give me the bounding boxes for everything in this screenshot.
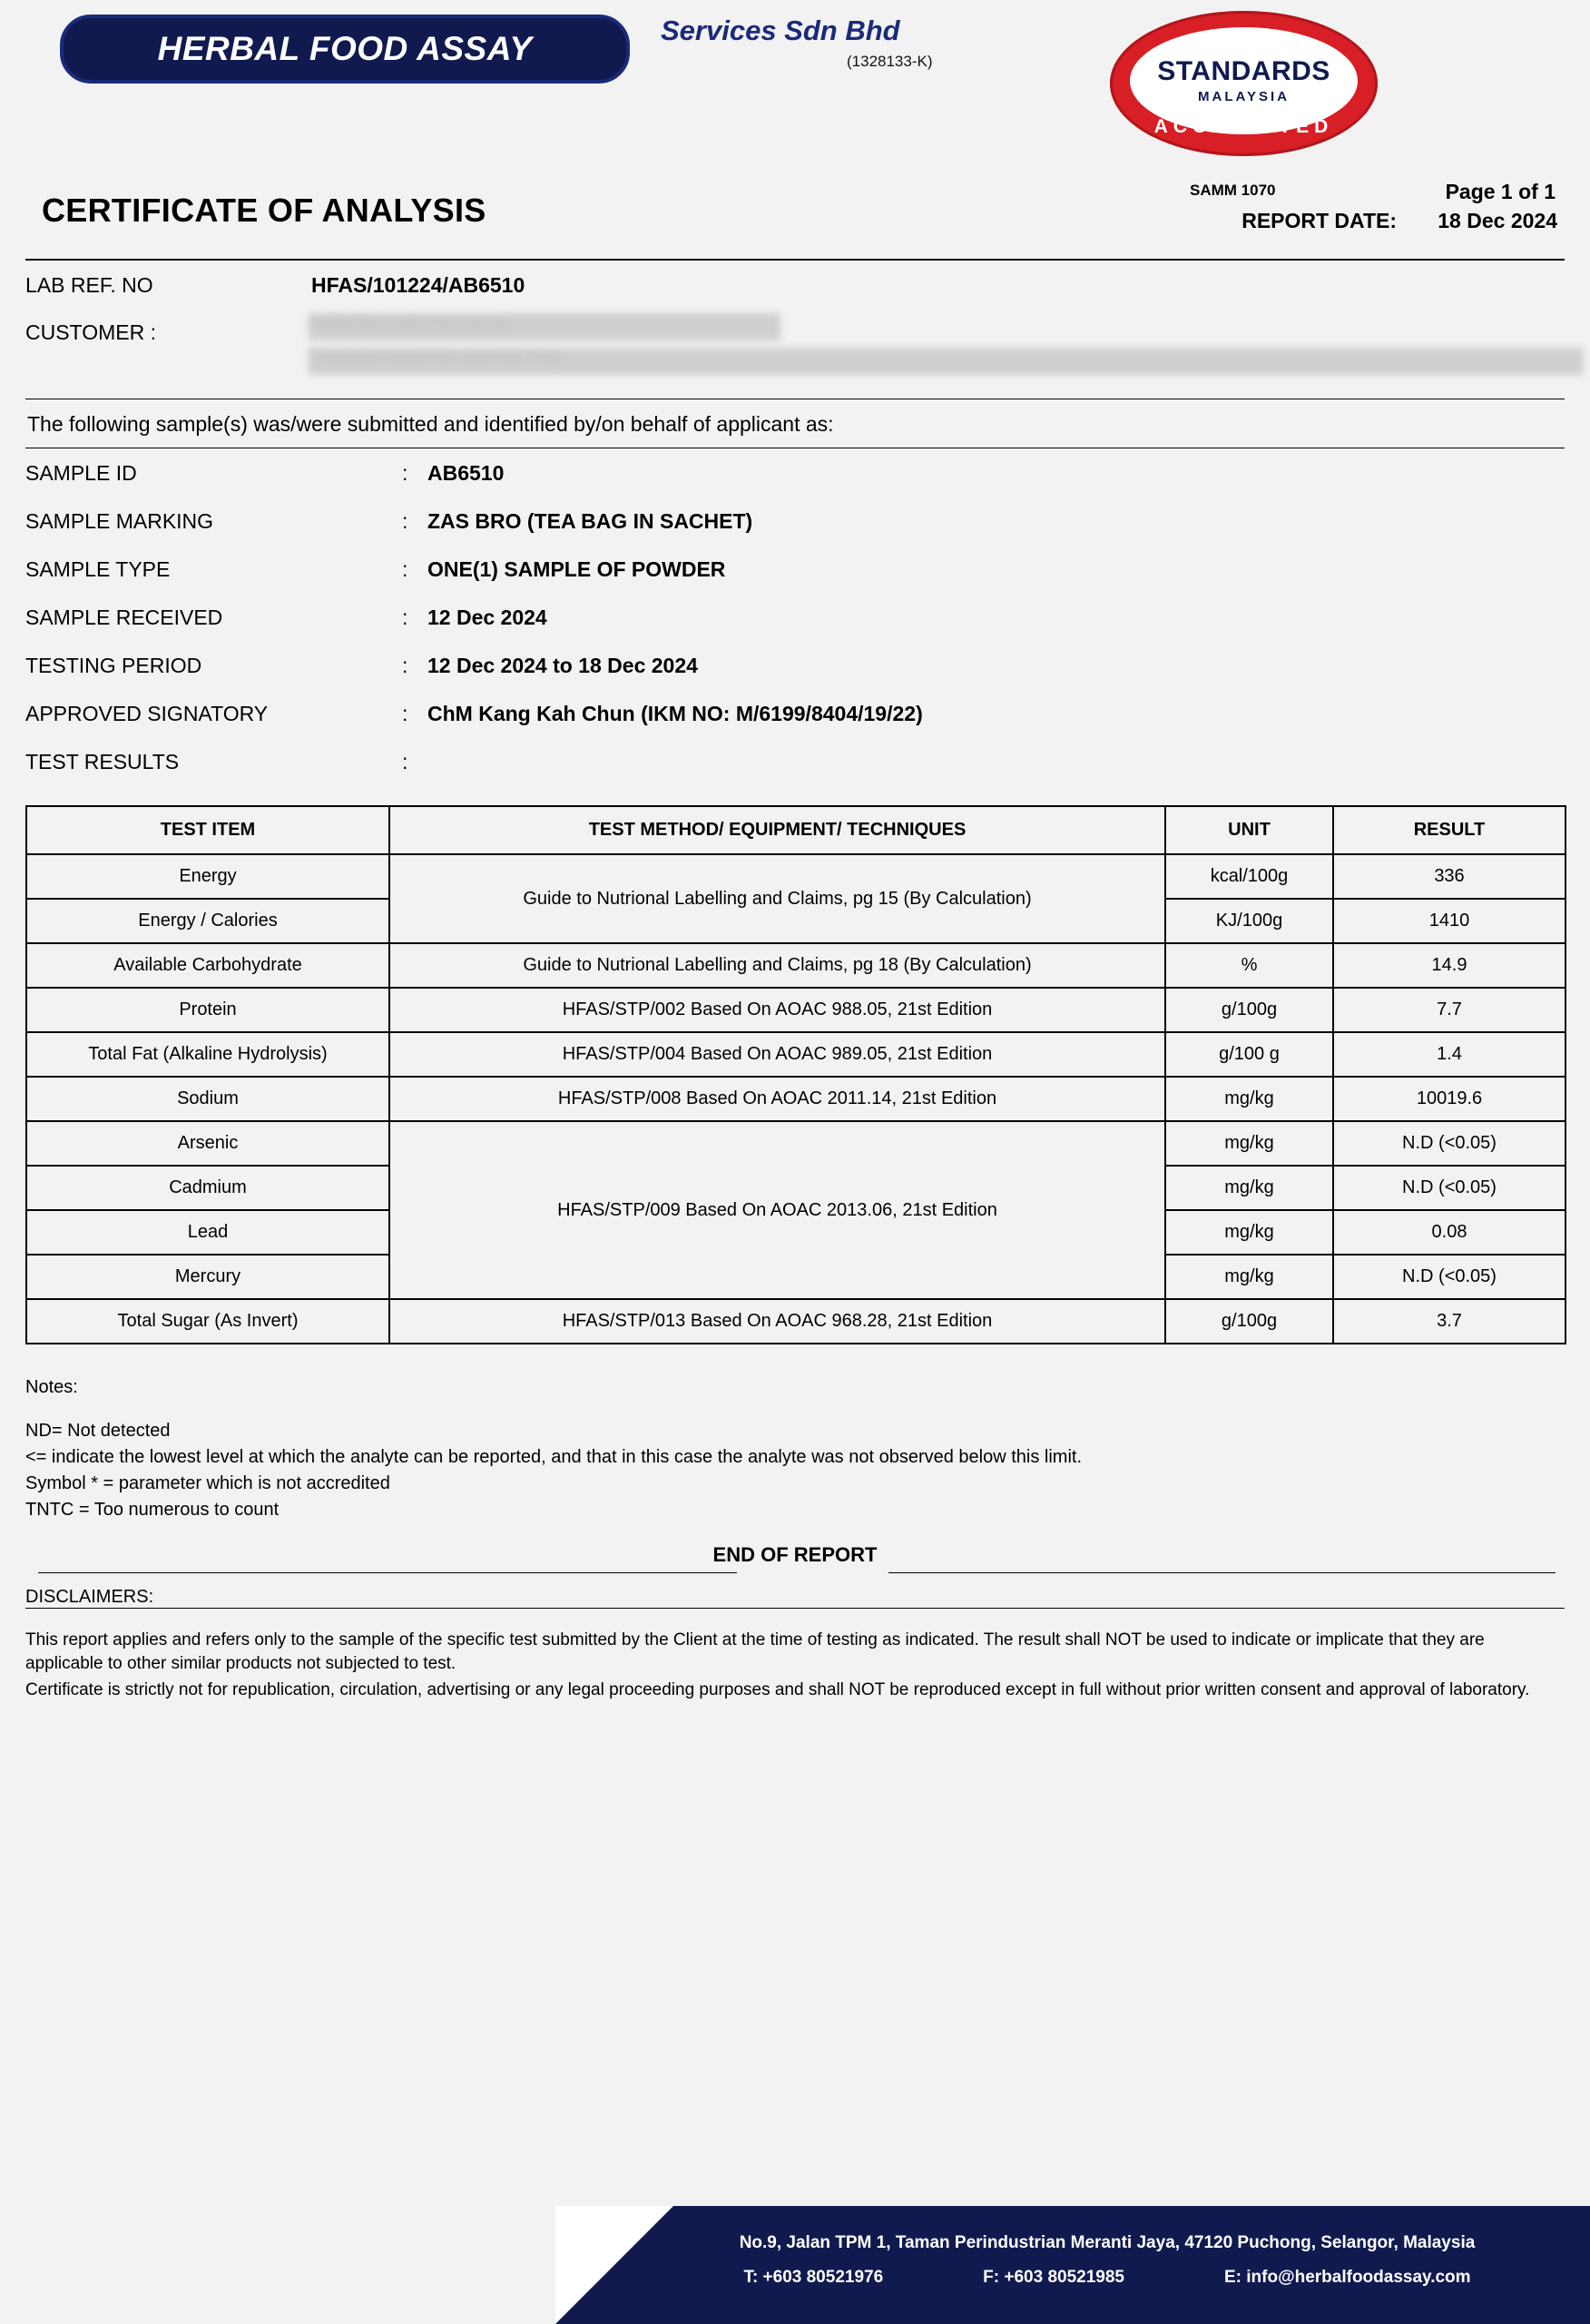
signature-lines <box>25 1552 1565 1563</box>
customer-address-redacted: [redacted customer address line] <box>309 348 1584 375</box>
cell-test-method: HFAS/STP/002 Based On AOAC 988.05, 21st Edition <box>389 988 1165 1032</box>
table-row <box>26 943 1565 988</box>
company-registration-number: (1328133-K) <box>847 53 933 70</box>
footer-email: E: info@herbalfoodassay.com <box>1223 2268 1471 2287</box>
cell-result: 1410 <box>1333 899 1565 943</box>
field-colon: : <box>402 654 408 677</box>
signature-line-right <box>888 1572 1556 1573</box>
field-label: SAMPLE ID <box>25 461 137 485</box>
cell-test-item: Total Sugar (As Invert) <box>26 1299 389 1344</box>
cell-result: 10019.6 <box>1333 1077 1565 1121</box>
notes-line-asterisk: Symbol * = parameter which is not accredited <box>25 1473 390 1493</box>
cell-test-method: HFAS/STP/004 Based On AOAC 989.05, 21st Edition <box>389 1032 1165 1077</box>
field-value: 12 Dec 2024 <box>427 606 547 629</box>
cell-test-method: HFAS/STP/013 Based On AOAC 968.28, 21st Edition <box>389 1299 1165 1344</box>
field-label: TEST RESULTS <box>25 750 180 773</box>
table-header-row <box>26 806 1565 854</box>
table-row <box>26 1299 1565 1344</box>
footer-fax: F: +603 80521985 <box>983 2268 1124 2287</box>
cell-test-item: Arsenic <box>26 1121 389 1166</box>
title-row <box>25 177 1565 253</box>
samm-number: SAMM 1070 <box>1190 182 1276 199</box>
cell-unit: mg/kg <box>1165 1166 1333 1210</box>
field-approved-signatory <box>25 702 1565 750</box>
cell-result: 14.9 <box>1333 943 1565 988</box>
cell-test-item: Cadmium <box>26 1166 389 1210</box>
field-sample-marking <box>25 509 1565 557</box>
company-logo-badge <box>60 15 630 84</box>
signature-line-left <box>38 1572 737 1573</box>
cell-test-item: Available Carbohydrate <box>26 943 389 988</box>
cell-test-item: Total Fat (Alkaline Hydrolysis) <box>26 1032 389 1077</box>
field-test-results <box>25 750 1565 798</box>
company-logo-text: HERBAL FOOD ASSAY <box>157 30 533 67</box>
col-test-method: TEST METHOD/ EQUIPMENT/ TECHNIQUES <box>389 806 1165 854</box>
lab-ref-value: HFAS/101224/AB6510 <box>311 273 525 297</box>
cell-unit: mg/kg <box>1165 1121 1333 1166</box>
field-value: ChM Kang Kah Chun (IKM NO: M/6199/8404/19/22) <box>427 702 923 725</box>
field-colon: : <box>402 509 408 533</box>
field-value: AB6510 <box>427 461 505 485</box>
field-colon: : <box>402 750 408 773</box>
cell-result: N.D (<0.05) <box>1333 1166 1565 1210</box>
field-label: SAMPLE MARKING <box>25 509 214 533</box>
cell-test-item: Lead <box>26 1210 389 1255</box>
lab-ref-label: LAB REF. NO <box>25 273 153 297</box>
cell-result: 7.7 <box>1333 988 1565 1032</box>
cell-result: 3.7 <box>1333 1299 1565 1344</box>
seal-accredited-text: ACCREDITED <box>1153 116 1334 137</box>
cell-unit: mg/kg <box>1165 1210 1333 1255</box>
field-label: SAMPLE RECEIVED <box>25 606 223 629</box>
cell-test-method: HFAS/STP/009 Based On AOAC 2013.06, 21st Edition <box>389 1121 1165 1299</box>
customer-name-redacted: [redacted customer name] <box>309 313 780 340</box>
cell-unit: % <box>1165 943 1333 988</box>
table-row <box>26 1032 1565 1077</box>
field-label: TESTING PERIOD <box>25 654 202 677</box>
customer-label: CUSTOMER : <box>25 320 156 344</box>
disclaimer-paragraph-1: This report applies and refers only to the sample of the specific test submitted by the Client at the time of testing as indicated. The result shall NOT be used to indicate or implicate that they are applicable to other similar products not subjected to test. <box>25 1630 1485 1673</box>
footer-contacts <box>635 2268 1579 2288</box>
field-colon: : <box>402 461 408 485</box>
page-title: CERTIFICATE OF ANALYSIS <box>42 192 486 229</box>
field-testing-period <box>25 654 1565 702</box>
report-date-label: REPORT DATE: <box>1242 209 1397 232</box>
cell-result: N.D (<0.05) <box>1333 1255 1565 1299</box>
disclaimers-body <box>25 1629 1565 1702</box>
field-colon: : <box>402 606 408 629</box>
report-date-value: 18 Dec 2024 <box>1438 209 1557 232</box>
accreditation-seal-icon <box>1087 7 1400 171</box>
seal-country-text: MALAYSIA <box>1198 88 1290 104</box>
divider-disclaimers <box>25 1608 1565 1609</box>
notes-line-tntc: TNTC = Too numerous to count <box>25 1500 280 1520</box>
field-sample-id <box>25 461 1565 509</box>
field-value: 12 Dec 2024 to 18 Dec 2024 <box>427 654 698 677</box>
footer-address: No.9, Jalan TPM 1, Taman Perindustrian Meranti Jaya, 47120 Puchong, Selangor, Malaysia <box>739 2233 1476 2252</box>
cell-result: 336 <box>1333 854 1565 899</box>
col-unit: UNIT <box>1165 806 1333 854</box>
field-label: APPROVED SIGNATORY <box>25 702 269 725</box>
notes-line-nd: ND= Not detected <box>25 1421 171 1441</box>
disclaimer-paragraph-2: Certificate is strictly not for republication, circulation, advertising or any legal proceeding purposes and shall NOT be reproduced except in full without prior written consent and approval of laboratory. <box>25 1680 1530 1700</box>
cell-unit: g/100g <box>1165 988 1333 1032</box>
cell-unit: g/100 g <box>1165 1032 1333 1077</box>
cell-result: 1.4 <box>1333 1032 1565 1077</box>
footer-telephone: T: +603 80521976 <box>743 2268 884 2287</box>
cell-unit: KJ/100g <box>1165 899 1333 943</box>
document-footer <box>0 2206 1590 2324</box>
cell-test-item: Mercury <box>26 1255 389 1299</box>
field-value: ONE(1) SAMPLE OF POWDER <box>427 557 726 581</box>
cell-test-method: Guide to Nutrional Labelling and Claims, pg 18 (By Calculation) <box>389 943 1165 988</box>
cell-result: N.D (<0.05) <box>1333 1121 1565 1166</box>
sample-fields <box>25 448 1565 798</box>
seal-standards-text: STANDARDS <box>1157 55 1330 86</box>
notes-line-lessthan: <= indicate the lowest level at which the analyte can be reported, and that in this case the analyte was not observed below this limit. <box>25 1447 1083 1467</box>
end-of-report-text: END OF REPORT <box>712 1543 878 1566</box>
table-row <box>26 1121 1565 1166</box>
cell-test-method: HFAS/STP/008 Based On AOAC 2011.14, 21st Edition <box>389 1077 1165 1121</box>
footer-band <box>555 2206 1590 2324</box>
field-sample-type <box>25 557 1565 606</box>
cell-test-item: Energy / Calories <box>26 899 389 943</box>
col-test-item: TEST ITEM <box>26 806 389 854</box>
notes-title: Notes: <box>25 1377 78 1397</box>
table-row <box>26 1077 1565 1121</box>
cell-unit: mg/kg <box>1165 1255 1333 1299</box>
cell-test-item: Energy <box>26 854 389 899</box>
col-result: RESULT <box>1333 806 1565 854</box>
field-value: ZAS BRO (TEA BAG IN SACHET) <box>427 509 753 533</box>
reference-block <box>25 261 1565 399</box>
field-sample-received <box>25 606 1565 654</box>
notes-section <box>25 1377 1565 1566</box>
table-row <box>26 854 1565 899</box>
results-table <box>25 805 1566 1344</box>
intro-text: The following sample(s) was/were submitted and identified by/on behalf of applicant as: <box>27 412 834 436</box>
field-colon: : <box>402 702 408 725</box>
cell-result: 0.08 <box>1333 1210 1565 1255</box>
cell-unit: g/100g <box>1165 1299 1333 1344</box>
field-colon: : <box>402 557 408 581</box>
page-number: Page 1 of 1 <box>1445 180 1556 203</box>
cell-test-method: Guide to Nutrional Labelling and Claims, pg 15 (By Calculation) <box>389 854 1165 943</box>
disclaimers-label: DISCLAIMERS: <box>25 1587 154 1607</box>
table-row <box>26 988 1565 1032</box>
cell-test-item: Sodium <box>26 1077 389 1121</box>
cell-test-item: Protein <box>26 988 389 1032</box>
company-services-text: Services Sdn Bhd <box>661 15 900 46</box>
cell-unit: mg/kg <box>1165 1077 1333 1121</box>
cell-unit: kcal/100g <box>1165 854 1333 899</box>
document-header <box>25 0 1565 203</box>
field-label: SAMPLE TYPE <box>25 557 171 581</box>
